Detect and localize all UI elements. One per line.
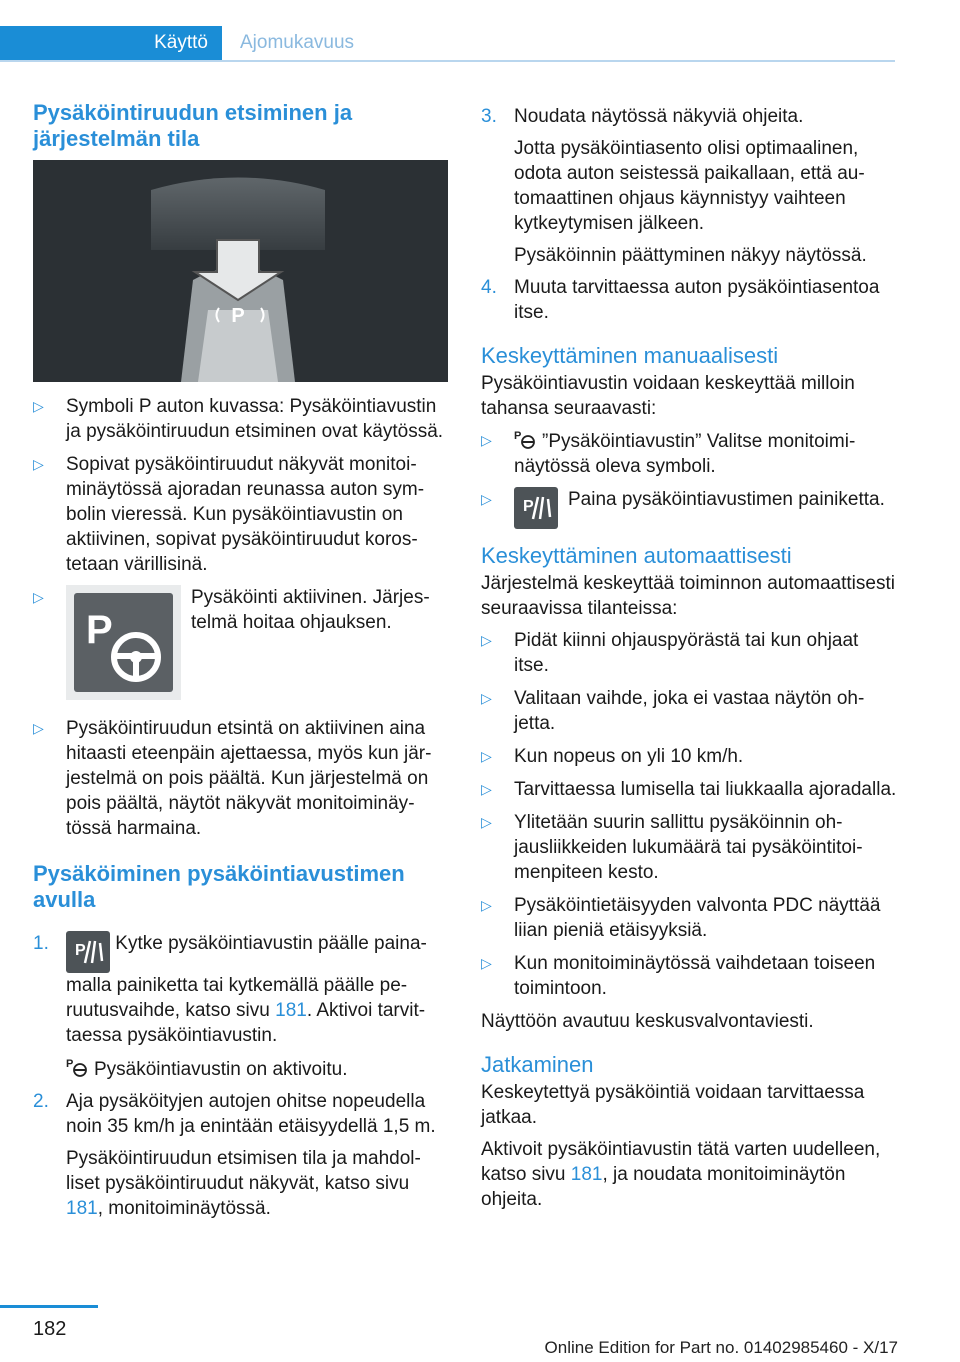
list-item: 4. Muuta tarvittaessa auton pysäköintiasentoa itse. [481, 277, 880, 323]
right-column: 3. Noudata näytössä näkyviä ohjeita. Jotta pysäköintiasento olisi optimaalinen, odota auton seistessä paikallaan, että automaattinen ohjaus käynnistyy vaihteen kytkeytymisen jälkeen. Pysäköinnin päättyminen näkyy näytössä. 4. Muuta tarvittaessa auton pysäköintiasentoa itse. Keskeyttäminen manuaalisesti Pysäköintiavustin voidaan keskeyttää milloin tahansa seuraavasti: ▷ P ”Pysäköintiavustin” Valitse monitoiminäytössä oleva symboli. ▷ P Paina pysäköintiavustimen painiketta. Keskeyttäminen automaattisesti Järjestelmä keskeyttää toiminnon automaattisesti seuraavissa tilanteissa: ▷ Pidät kiinni ohjauspyörästä tai kun ohjaat itse. ▷ Valitaan vaihde, joka ei vastaa näytön ohjetta. ▷ Kun nopeus on yli 10 km/h. ▷ Tarvittaessa lumisella tai liukkaalla ajoradalla. ▷ Ylitetään suurin sallittu pysäköinnin ohjausliikkeiden lukumäärä tai pysäköintitoimenpiteen kesto. ▷ Pysäköintietäisyyden valvonta PDC näyttää liian pieniä etäisyyksiä. ▷ Kun monitoiminäytössä vaihdetaan toiseen toimintoon. Näyttöön avautuu keskusvalvontaviesti. Jatkaminen Keskeytettyä pysäköintiä voidaan tarvittaessa jatkaa. Aktivoit pysäköintiavustin tätä varten uudelleen, katso sivu 181, ja noudata monitoiminäytön ohjeita. [481, 106, 897, 1210]
section-heading-status: Pysäköintiruudun etsiminen ja järjestelmän tila [33, 100, 353, 151]
edition-line: Online Edition for Part no. 01402985460 - X/17 [544, 1338, 898, 1357]
parking-step-list-cont [481, 104, 897, 325]
triangle-right-icon: ▷ [33, 720, 44, 736]
section-tab-active[interactable]: Käyttö [0, 26, 222, 60]
triangle-right-icon: ▷ [481, 955, 492, 971]
park-assist-button-icon [514, 487, 558, 529]
svg-text:P: P [514, 430, 522, 442]
triangle-right-icon: ▷ [481, 748, 492, 764]
triangle-right-icon: ▷ [481, 632, 492, 648]
list-item: ▷ P ”Pysäköintiavustin” Valitse monitoiminäytössä oleva symboli. [481, 430, 856, 477]
parking-step-list [33, 931, 448, 1221]
list-item: ▷ Kun nopeus on yli 10 km/h. [481, 746, 744, 767]
triangle-right-icon: ▷ [481, 897, 492, 913]
list-item: ▷ Kun monitoiminäytössä vaihdetaan toiseen toimintoon. [481, 953, 876, 999]
list-item: 3. Noudata näytössä näkyviä ohjeita. Jotta pysäköintiasento olisi optimaalinen, odota auton seistessä paikallaan, että automaattinen ohjaus käynnistyy vaihteen kytkeytymisen jälkeen. Pysäköinnin päättyminen näkyy näytössä. [481, 106, 867, 266]
triangle-right-icon: ▷ [33, 456, 44, 472]
park-assist-symbol-icon [514, 428, 536, 450]
list-item: ▷ Sopivat pysäköintiruudut näkyvät monitoiminäytössä ajoradan reunassa auton symbolin vieressä. Kun pysäköintiavustin on aktiivinen, sopivat pysäköintiruudut korostetaan värillisinä. [33, 454, 425, 575]
footer-rule [0, 1305, 98, 1308]
parking-display-photo [33, 160, 448, 382]
list-item: ▷ Pidät kiinni ohjauspyörästä tai kun ohjaat itse. [481, 630, 859, 676]
page-header [0, 0, 960, 62]
page-link[interactable]: 181 [66, 1198, 98, 1219]
parking-sign-p: P [231, 305, 245, 327]
triangle-right-icon: ▷ [481, 781, 492, 797]
list-item: ▷ Ylitetään suurin sallittu pysäköinnin ohjausliikkeiden lukumäärä tai pysäköintitoimenpiteen kesto. [481, 812, 863, 883]
list-item: ▷ Pysäköintietäisyyden valvonta PDC näyttää liian pieniä etäisyyksiä. [481, 895, 881, 941]
left-column [33, 100, 448, 1228]
page-link[interactable]: 181 [275, 1000, 307, 1021]
svg-text:P: P [66, 1058, 74, 1070]
section-heading-parking: Pysäköiminen pysäköintiavustimen avulla [33, 861, 405, 912]
triangle-right-icon: ▷ [33, 398, 44, 414]
triangle-right-icon: ▷ [33, 589, 44, 605]
park-assist-symbol-icon [66, 1056, 88, 1078]
list-item: ▷ Symboli P auton kuvassa: Pysäköintiavustin ja pysäköintiruudun etsiminen ovat käytössä. [33, 396, 444, 442]
list-item: ▷ P Pysäköinti aktiivinen. Järjestelmä hoitaa ohjauksen. [33, 585, 448, 704]
park-steering-wheel-icon [66, 585, 181, 700]
section-heading-auto: Keskeyttäminen automaattisesti [481, 543, 792, 568]
list-item: ▷ P Paina pysäköintiavustimen painiketta. [481, 487, 897, 529]
svg-text:P: P [523, 498, 534, 515]
section-heading-continue: Jatkaminen [481, 1052, 594, 1077]
triangle-right-icon: ▷ [481, 432, 492, 448]
section-tab-inactive[interactable]: Ajomukavuus [240, 32, 355, 53]
page-link[interactable]: 181 [570, 1164, 603, 1185]
triangle-right-icon: ▷ [481, 690, 492, 706]
list-item: 1. P Kytke pysäköintiavustin päälle painamalla painiketta tai kytkemällä päälle peruutusvaihde, katso sivu 181. Aktivoi tarvittaessa pysäköintiavustin. P Pysäköintiavustin on aktivoitu. [33, 933, 427, 1080]
header-rule [0, 60, 895, 62]
auto-bullet-list [481, 628, 897, 1001]
svg-text:P: P [75, 942, 86, 959]
list-item: 2. Aja pysäköityjen autojen ohitse nopeudella noin 35 km/h ja enintään etäisyydellä 1,5 m. Pysäköintiruudun etsimisen tila ja mahdolliset pysäköintiruudut näkyvät, katso sivu 181, monitoiminäytössä. [33, 1091, 436, 1219]
list-item: ▷ Valitaan vaihde, joka ei vastaa näytön ohjetta. [481, 688, 865, 734]
page-number: 182 [33, 1318, 67, 1340]
list-item: ▷ Pysäköintiruudun etsintä on aktiivinen aina hitaasti eteenpäin ajettaessa, myös kun järjestelmä on pois päältä. Kun järjestelmä on pois päältä, näytöt näkyvät monitoiminäytössä harmaina. [33, 718, 432, 839]
park-assist-button-icon [66, 931, 110, 973]
section-heading-manual: Keskeyttäminen manuaalisesti [481, 343, 779, 368]
triangle-right-icon: ▷ [481, 814, 492, 830]
list-item: ▷ Tarvittaessa lumisella tai liukkaalla ajoradalla. [481, 779, 897, 800]
triangle-right-icon: ▷ [481, 491, 492, 507]
manual-bullet-list [481, 428, 897, 529]
status-bullet-list [33, 394, 448, 841]
car-parking-illustration [33, 160, 448, 382]
svg-text:P: P [86, 608, 113, 652]
